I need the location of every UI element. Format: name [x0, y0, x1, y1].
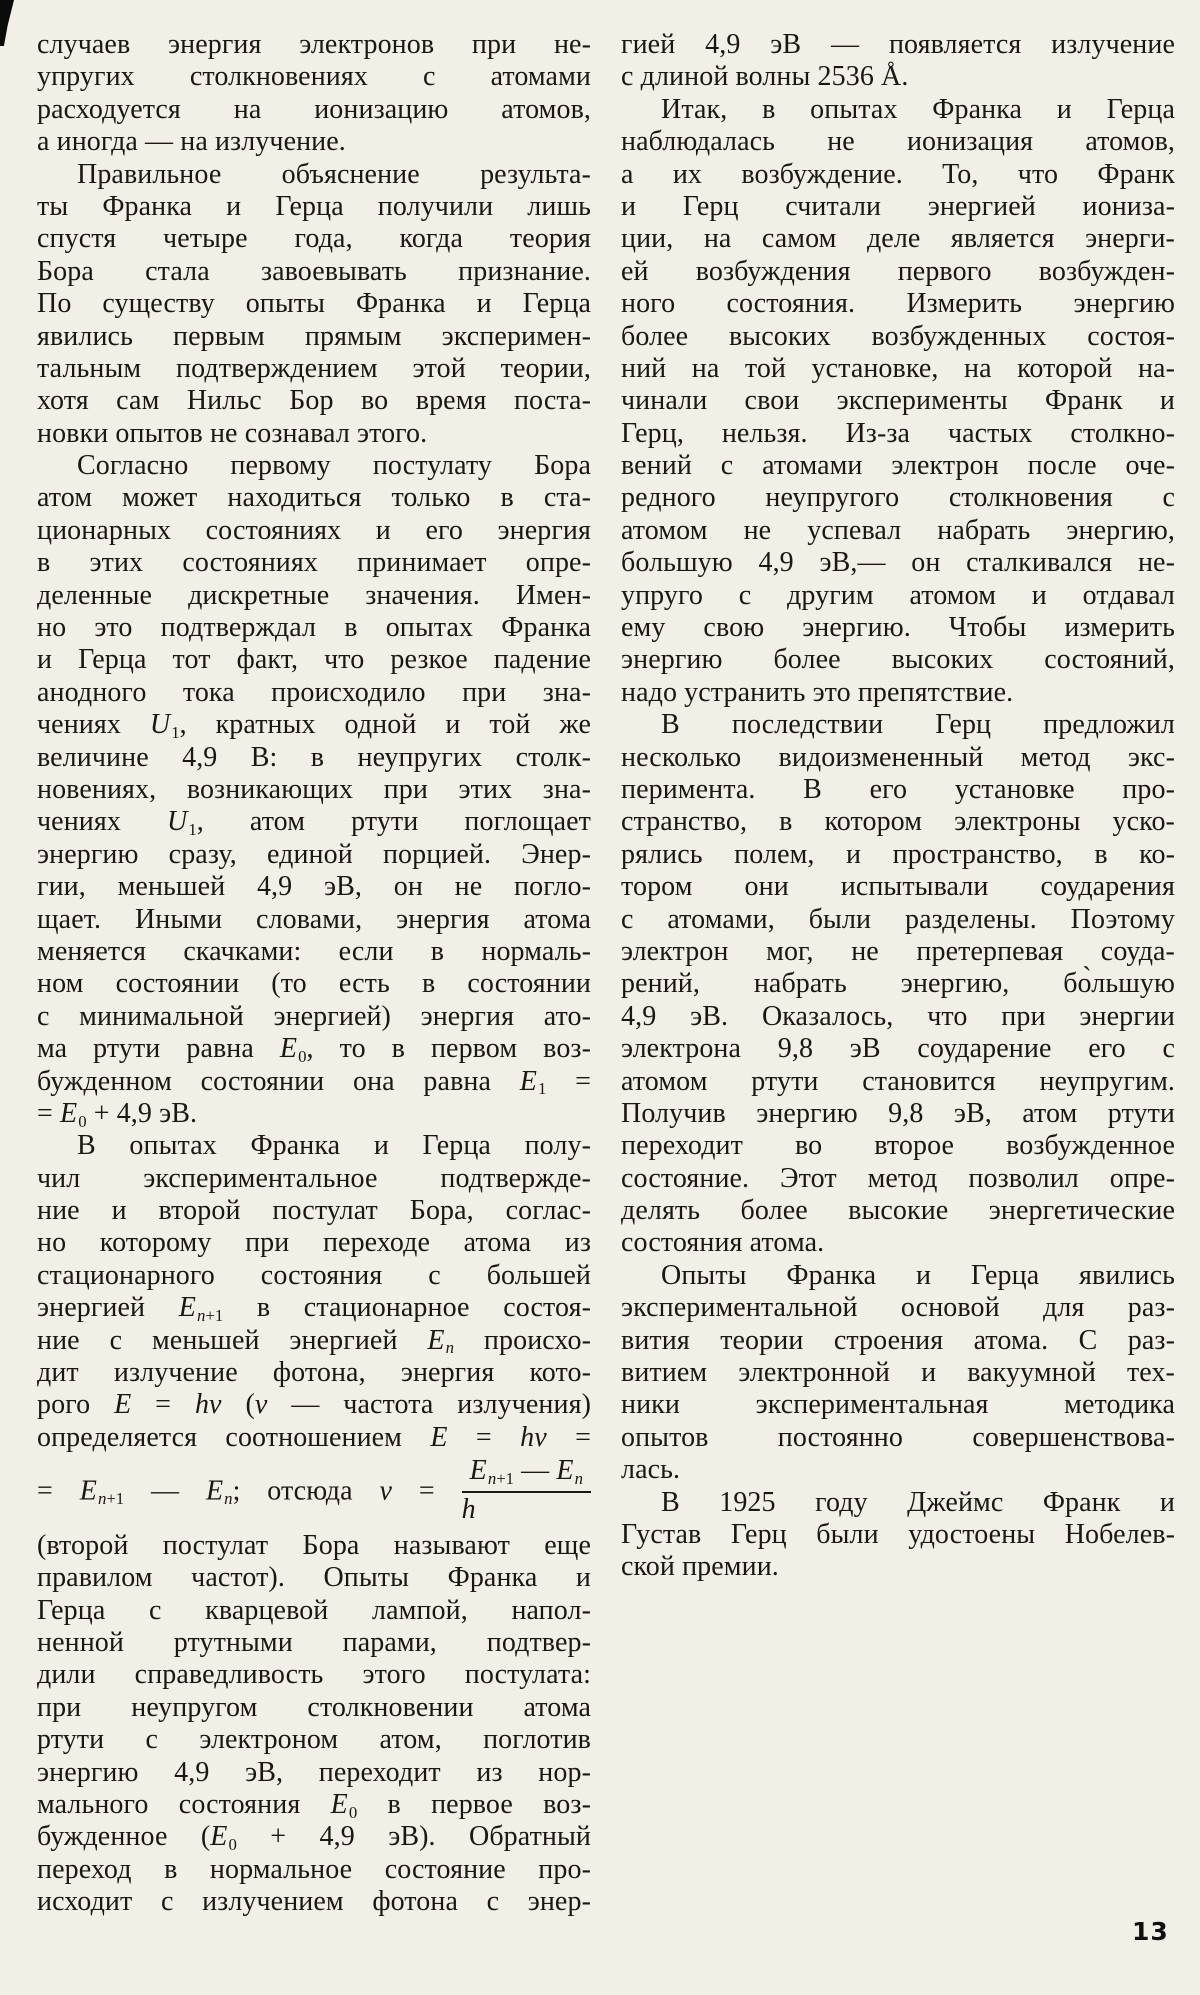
text-line: спустя четыре года, когда теория	[37, 223, 591, 255]
math-subscript: 1	[188, 820, 197, 840]
text-line: Герца с кварцевой лампой, напол-	[37, 1594, 591, 1626]
math-italic: n	[224, 1489, 233, 1509]
math-italic: hν	[520, 1421, 547, 1453]
fraction-numerator: $E_{n+1}$ — $E_n$	[462, 1456, 591, 1492]
text-line: энергию более высоких состояний,	[621, 644, 1175, 676]
math-italic: hν	[194, 1389, 222, 1421]
text-line: редного неупругого столкновения с	[621, 482, 1175, 514]
math-italic: n	[97, 1489, 107, 1509]
math-italic: E	[519, 1065, 537, 1097]
math-subscript	[445, 1338, 454, 1357]
text-column-left	[37, 29, 591, 1919]
text-line: чениях $U_1$, атом ртути поглощает	[37, 806, 591, 840]
page-number: 13	[1132, 1917, 1169, 1946]
text-line: В опытах Франка и Герца полу-	[77, 1130, 591, 1162]
text-line: состояния атома.	[621, 1227, 825, 1259]
text-line: исходит с излучением фотона с энер-	[37, 1886, 591, 1918]
math-italic: E	[205, 1475, 224, 1507]
math-subscript: 0	[228, 1835, 237, 1855]
text-line: бужденном состоянии она равна $E_1$ =	[37, 1065, 591, 1099]
text-line: с длиной волны 2536 Å.	[621, 61, 909, 93]
text-line: Опыты Франка и Герца явились	[661, 1259, 1175, 1291]
text-line: надо устранить это препятствие.	[621, 676, 1014, 708]
text-line: Получив энергию 9,8 эВ, атом ртути	[621, 1097, 1175, 1129]
math-italic: E	[430, 1421, 448, 1453]
text-line: переход в нормальное состояние про-	[37, 1853, 591, 1885]
text-line: электрона 9,8 эВ соударение его с	[621, 1033, 1175, 1065]
text-line: экспериментальной основой для раз-	[621, 1292, 1175, 1324]
text-line: новениях, возникающих при этих зна-	[37, 773, 591, 805]
text-line: атомом ртути становится неупругим.	[621, 1065, 1175, 1097]
math-subscript: n+1	[97, 1489, 125, 1509]
text-line: рений, набрать энергию, бо̀льшую	[621, 968, 1175, 1000]
math-italic: U	[167, 806, 188, 838]
text-line: Правильное объяснение результа-	[77, 158, 591, 190]
text-column-right	[621, 29, 1175, 1584]
text-line: ты Франка и Герца получили лишь	[37, 190, 591, 222]
text-line: ционарных состояниях и его энергия	[37, 514, 591, 546]
text-line: ему свою энергию. Чтобы измерить	[621, 612, 1175, 644]
text-line: рого E = hν (ν — частота излучения)	[37, 1389, 592, 1421]
math-italic: ν	[379, 1475, 393, 1507]
text-line: атом может находиться только в ста-	[37, 482, 591, 514]
text-line: перимента. В его установке про-	[621, 773, 1175, 805]
math-subscript: 0	[298, 1046, 307, 1066]
text-line: чил экспериментальное подтвержде-	[37, 1162, 591, 1194]
text-line: большую 4,9 эВ,— он сталкивался не-	[621, 547, 1175, 579]
text-line: тором они испытывали соударения	[621, 871, 1175, 903]
math-italic: E	[60, 1097, 78, 1129]
text-line: хотя сам Нильс Бор во время поста-	[37, 385, 591, 417]
text-line: наблюдалась не ионизация атомов,	[621, 126, 1175, 158]
math-italic: n	[445, 1338, 455, 1358]
math-subscript: 0	[348, 1802, 358, 1822]
text-line: с атомами, были разделены. Поэтому	[621, 903, 1175, 935]
math-subscript: 1	[171, 722, 180, 742]
text-line: упругих столкновениях с атомами	[37, 61, 591, 93]
fraction-denominator	[462, 1493, 591, 1524]
text-line: гии, меньшей 4,9 эВ, он не погло-	[37, 871, 591, 903]
text-line: = $E_0 + 4,9$ эВ.	[37, 1097, 198, 1131]
text-line: несколько видоизмененный метод экс-	[621, 741, 1175, 773]
text-line: вития теории строения атома. С раз-	[621, 1324, 1175, 1356]
text-line: и Герц считали энергией иониза-	[621, 190, 1175, 222]
math-italic: n	[487, 1468, 497, 1488]
text-line: чениях $U_1$, кратных одной и той же	[37, 709, 592, 742]
text-line: в этих состояниях принимает опре-	[37, 547, 591, 579]
text-line: с минимальной энергией) энергия ато-	[37, 1000, 591, 1032]
text-line: ненной ртутными парами, подтвер-	[37, 1627, 591, 1659]
text-line: деленные дискретные значения. Имен-	[37, 579, 591, 611]
text-line: энергию сразу, единой порцией. Энер-	[37, 838, 591, 870]
text-line: стационарного состояния с большей	[37, 1259, 591, 1291]
text-line: мального состояния $E_0$ в первое воз-	[37, 1789, 591, 1822]
text-line: (второй постулат Бора называют еще	[37, 1529, 591, 1561]
text-line: а их возбуждение. То, что Франк	[621, 158, 1175, 190]
text-line: Итак, в опытах Франка и Герца	[661, 93, 1175, 125]
text-line: анодного тока происходило при зна-	[37, 676, 591, 708]
math-italic: E	[556, 1455, 574, 1487]
fraction	[462, 1456, 591, 1524]
math-subscript	[574, 1469, 583, 1488]
text-line: бужденное ($E_0 + 4,9$ эВ). Обратный	[37, 1821, 591, 1855]
text-line: но которому при переходе атома из	[37, 1227, 591, 1259]
text-line: По существу опыты Франка и Герца	[37, 288, 591, 320]
text-line: энергией $E_{n+1}$ в стационарное состоя-	[37, 1292, 591, 1325]
text-line: атомом не успевал набрать энергию,	[621, 514, 1175, 546]
text-line: опытов постоянно совершенствова-	[621, 1421, 1175, 1453]
text-line: ного состояния. Измерить энергию	[621, 288, 1175, 320]
text-line: рялись полем, и пространство, в ко-	[621, 838, 1175, 870]
text-line: ртути с электроном атом, поглотив	[37, 1724, 591, 1756]
math-italic: n	[196, 1305, 206, 1325]
math-italic: E	[427, 1324, 445, 1356]
math-italic: E	[279, 1033, 298, 1065]
text-line: определяется соотношением E = hν =	[37, 1421, 591, 1453]
text-line: щает. Иными словами, энергия атома	[37, 903, 591, 935]
text-line: витием электронной и вакуумной тех-	[621, 1357, 1175, 1389]
text-line: Герц, нельзя. Из-за частых столкно-	[621, 417, 1175, 449]
text-line: делять более высокие энергетические	[621, 1195, 1175, 1227]
text-line: величине 4,9 В: в неупругих столк-	[37, 741, 591, 773]
text-line: электрон мог, не претерпевая соуда-	[621, 935, 1175, 967]
math-subscript: 1	[537, 1079, 547, 1099]
math-italic: U	[149, 709, 171, 741]
text-line: лась.	[621, 1454, 681, 1486]
text-line: В 1925 году Джеймс Франк и	[661, 1486, 1175, 1518]
text-line: переходит во второе возбужденное	[621, 1130, 1175, 1162]
math-italic: h	[461, 1493, 476, 1525]
text-line: правилом частот). Опыты Франка и	[37, 1562, 591, 1594]
math-subscript: n+1	[487, 1468, 515, 1488]
text-line: ма ртути равна $E_0$, то в первом воз-	[37, 1033, 591, 1066]
text-line: состояние. Этот метод позволил опре-	[621, 1162, 1175, 1194]
text-line: ние с меньшей энергией $E_n$ происхо-	[37, 1324, 591, 1358]
text-line: упруго с другим атомом и отдавал	[621, 579, 1175, 611]
math-italic: E	[79, 1475, 97, 1507]
text-line: дили справедливость этого постулата:	[37, 1659, 591, 1691]
text-line: Бора стала завоевывать признание.	[37, 255, 591, 287]
text-line: при неупругом столкновении атома	[37, 1691, 591, 1723]
text-line: вений с атомами электрон после оче-	[621, 450, 1175, 482]
math-italic: n	[574, 1468, 583, 1488]
text-line: ний на той установке, на которой на-	[621, 352, 1175, 384]
text-line: энергию 4,9 эВ, переходит из нор-	[37, 1756, 591, 1788]
text-line: более высоких возбужденных состоя-	[621, 320, 1175, 352]
text-line: случаев энергия электронов при не-	[37, 29, 591, 60]
text-line: Густав Герц были удостоены Нобелев-	[621, 1518, 1175, 1550]
text-line: ние и второй постулат Бора, соглас-	[37, 1195, 591, 1227]
math-italic: E	[330, 1789, 348, 1821]
text-line: ном состоянии (то есть в состоянии	[37, 968, 591, 1000]
text-line: ники экспериментальная методика	[621, 1389, 1175, 1421]
math-subscript: n+1	[196, 1305, 224, 1325]
text-line: а иногда — на излучение.	[37, 126, 346, 158]
text-line: ской премии.	[621, 1551, 779, 1583]
text-line: 4,9 эВ. Оказалось, что при энергии	[621, 1000, 1175, 1032]
math-italic: ν	[254, 1389, 268, 1421]
text-line: чинали свои эксперименты Франк и	[621, 385, 1175, 417]
math-subscript: 0	[78, 1111, 87, 1131]
text-line: ции, на самом деле является энерги-	[621, 223, 1175, 255]
text-line: меняется скачками: если в нормаль-	[37, 935, 591, 967]
text-line: ей возбуждения первого возбужден-	[621, 255, 1175, 287]
math-italic: E	[178, 1292, 196, 1324]
math-italic: E	[469, 1455, 487, 1487]
text-line: расходуется на ионизацию атомов,	[37, 93, 591, 125]
scan-artifact	[0, 0, 14, 46]
text-line: и Герца тот факт, что резкое падение	[37, 644, 591, 676]
math-subscript	[223, 1489, 232, 1508]
text-line: Согласно первому постулату Бора	[77, 450, 591, 482]
formula-line: = $E_{n+1}$ — $E_n$; отсюда ν = $\frac{E_{n+1} — E_n}{h}$	[37, 1454, 591, 1530]
text-line: В последствии Герц предложил	[661, 709, 1175, 741]
text-line: дит излучение фотона, энергия кото-	[37, 1357, 591, 1389]
text-line: но это подтверждал в опытах Франка	[37, 612, 591, 644]
text-line: гией 4,9 эВ — появляется излучение	[621, 29, 1175, 60]
math-italic: E	[114, 1389, 132, 1421]
text-line: тальным подтверждением этой теории,	[37, 352, 591, 384]
text-line: новки опытов не сознавал этого.	[37, 417, 428, 449]
text-line: явились первым прямым эксперимен-	[37, 320, 591, 352]
math-italic: E	[210, 1821, 228, 1853]
text-line: странство, в котором электроны уско-	[621, 806, 1175, 838]
